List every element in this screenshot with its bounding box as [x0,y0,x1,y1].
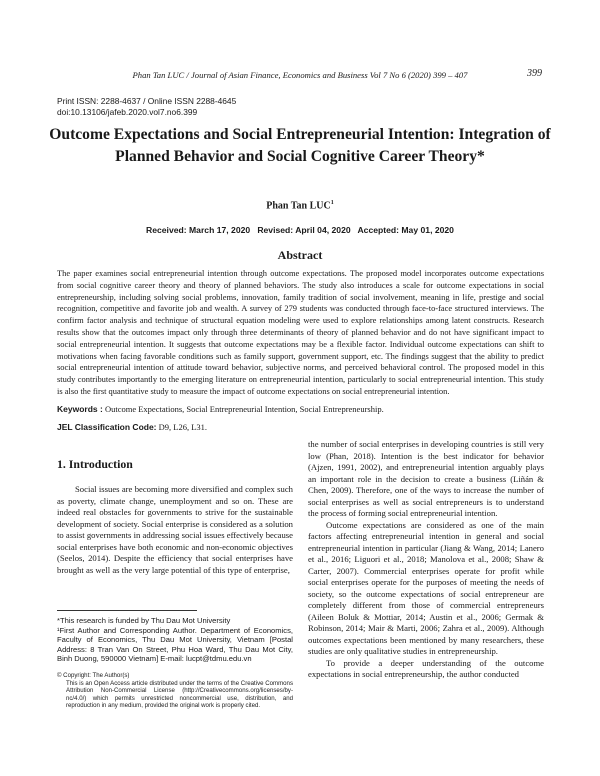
abstract-text: The paper examines social entrepreneurial intention through outcome expectations. The proposed model incorporates outcome expectations from social cognitive career theory and theory of planned behaviors. The study also introduces a scale for outcome expectations in social entrepreneurship, including solving social problems, innovation, family tradition of social involvement, meaning in life, prestige and social recognition, competitive and favorite job and wealth. A survey of 279 students was conducted through face-to-face structured interviews. The confirm factor analysis and technique of structural equation modeling were used to explore relationships among latent constructs. Research results show that the outcomes impact only through three determinants of theory of planned behavior and do not have significant impact to social entrepreneurial intention. It suggests that outcome expectations may be a flexible factor. Individual outcome expectations can shift to motivations when facing favorable conditions such as family support, government support, etc. The findings suggest that the ability to predict social entrepreneurial intention of attitude toward behavior, subjective norms, and perceived behavioral control. The proposed model in this study contributes importantly to the emerging literature on entrepreneurial intention, particularly to social entrepreneurial intention. This study is also the first quantitative study to measure the impact of outcome expectations on social entrepreneurial intention. [57,268,544,396]
keywords-line [57,404,384,414]
running-header: Phan Tan LUC / Journal of Asian Finance, Economics and Business Vol 7 No 6 (2020) 399 – 407 [132,70,468,80]
copyright-block [57,672,293,710]
footnote-funding: *This research is funded by Thu Dau Mot University [57,616,231,625]
abstract-heading: Abstract [277,248,323,262]
left-column [57,457,293,576]
page-number: 399 [527,68,542,79]
author-name: Phan Tan LUC [266,200,331,212]
intro-paragraph-3: To provide a deeper understanding of the outcome expectations in social entrepreneurship, the author conducted [308,657,544,679]
author-line [0,200,600,211]
intro-paragraph-continued: the number of social enterprises in developing countries is still very low (Phan, 2018). Intention is the best indicator for behavior (Ajzen, 1991, 2002), and entrepreneurial intention arguably plays an important role in the decision to create a business (Liñán & Chen, 2009). Therefore, one of the ways to increase the number of social enterprises as well as social entrepreneurs is to understand the process of forming social entrepreneurial intention. [308,439,544,518]
jel-line [57,422,207,432]
title-line-1: Outcome Expectations and Social Entrepreneurial Intention: Integration of [49,126,551,143]
license-text: This is an Open Access article distributed under the terms of the Creative Commons Attribution Non-Commercial License (http://Creativecommons.org/licenses/by-nc/4.0/) which permits unrestricted noncommercial use, distribution, and reproduction in any medium, provided the original work is properly cited. [66,679,293,710]
footnote-divider [57,610,197,611]
jel-label: JEL Classification Code: [57,422,157,432]
keywords-label: Keywords : [57,404,103,414]
author-affiliation-mark: 1 [330,200,334,206]
section-heading-introduction: 1. Introduction [57,457,133,471]
right-column [308,439,544,681]
paper-title [40,124,560,168]
copyright-line: © Copyright: The Author(s) [57,672,130,679]
jel-codes: D9, L26, L31. [156,422,208,432]
issn-block [57,96,236,118]
intro-paragraph-2: Outcome expectations are considered as one of the main factors affecting entrepreneurial intention in general and social entrepreneurial intention in particular (Jiang & Wang, 2014; Lanero et al., 2016; Liguori et al., 2018; Manolova et al., 2008; Shaw & Carter, 2007). Commercial enterprises operate for profit while social enterprises operate for the purposes of meeting the needs of society, so the outcome expectations of social entrepreneur are completely different from those of commercial entrepreneurs (Aileen Boluk & Mottiar, 2014; Austin et al., 2006; Germak & Robinson, 2014; Mair & Marti, 2006; Zahra et al., 2009). Although outcomes expectations been mentioned by many researchers, these studies are only qualitative studies in entrepreneurship. [308,519,544,656]
intro-paragraph-1: Social issues are becoming more diversified and complex such as poverty, climate change, unemployment and so on. These are indeed real obstacles for governments to strive for the sustainable development of society. Social enterprise is considered as a solution to assist governments in addressing social issues effectively because social enterprises have both economic and non-economic objectives (Seelos, 2014). Despite the efficiency that social enterprises have brought as well as the very large potential of this type of enterprise, [57,484,293,575]
footnotes [57,616,293,664]
keywords-text: Outcome Expectations, Social Entrepreneurial Intention, Social Entrepreneurship. [102,404,384,414]
title-line-2: Planned Behavior and Social Cognitive Career Theory* [115,148,485,165]
issn-line: Print ISSN: 2288-4637 / Online ISSN 2288-4645 [57,96,237,106]
submission-dates: Received: March 17, 2020 Revised: April 04, 2020 Accepted: May 01, 2020 [146,225,454,235]
footnote-author: ¹First Author and Corresponding Author. Department of Economics, Faculty of Economics, Thu Dau Mot University, Vietnam [Postal Address: 8 Tran Van On Street, Phu Hoa Ward, Thu Dau Mot City, Binh Duong, 590000 Vietnam] E-mail: lucpt@tdmu.edu.vn [57,625,293,664]
doi-line[interactable]: doi:10.13106/jafeb.2020.vol7.no6.399 [57,107,198,117]
